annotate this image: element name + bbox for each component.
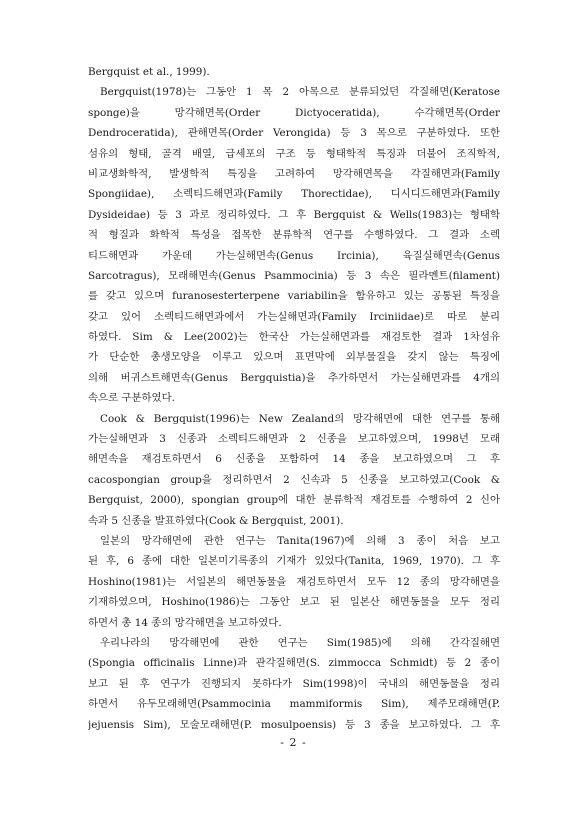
text-line: Dendroceratida), 관해면목(Order Verongida) 등 3 목으로 구분하였다. 또한 [88,127,500,140]
text-line: Cook & Bergquist(1996)는 New Zealand의 망각해면에 대한 연구를 통해 [100,412,500,425]
text-line: (Spongia officinalis Linne)과 관각질해면(S. zimmocca Schmidt) 등 2 종이 [88,657,500,670]
text-line: 비교생화학적, 발생학적 특징을 고려하여 망각해면목을 각질해면과(Family [88,167,500,180]
text-line: Bergquist(1978)는 그동안 1 목 2 아목으로 분류되었던 각질해면(Keratose [100,86,500,99]
text-line: Dysideidae) 등 3 과로 정리하였다. 그 후 Bergquist & Wells(1983)는 형태학 [88,208,500,221]
text-line: 가 단순한 총생모양을 이루고 있으며 표면막에 외부물질을 갖지 않는 특징에 [88,351,500,364]
text-line: 일본의 망각해면에 관한 연구는 Tanita(1967)에 의해 3 종이 처음 보고 [100,534,500,547]
text-line: Bergquist et al., 1999). [88,66,210,78]
text-line: 보고 된 후 연구가 진행되지 못하다가 Sim(1998)이 국내의 해면동물을 정리 [88,677,500,690]
text-line: Hoshino(1981)는 서일본의 해면동물을 재검토하면서 모두 12 종의 망각해면을 [88,575,500,588]
text-line: 해면속을 재검토하면서 6 신종을 포함하여 14 종을 보고하였으며 그 후 [88,453,500,466]
text-line: 섬유의 형태, 골격 배열, 급세포의 구조 등 형태학적 특징과 더불어 조직학적, [88,147,500,160]
text-line: jejuensis Sim), 모술모래해면(P. mosulpoensis) 등 3 종을 보고하였다. 그 후 [88,718,500,731]
text-line: 티드해면과 가운데 가는실해면속(Genus Ircinia), 육질실해면속(Genus [88,249,500,262]
text-line: Sarcotragus), 모래해면속(Genus Psammocinia) 등 3 속은 필라멘트(filament) [88,269,500,282]
text-line: 속으로 구분하였다. [88,392,175,405]
text-line: 하면서 총 14 종의 망각해면을 보고하였다. [88,616,282,629]
text-line: cacospongian group을 정리하면서 2 신속과 5 신종을 보고하였고(Cook & [88,473,500,486]
text-line: 하면서 유두모래해면(Psammocinia mammiformis Sim), 제주모래해면(P. [88,698,500,711]
text-line: 적 형질과 화학적 특성을 접목한 분류학적 연구를 수행하였다. 그 결과 소렉 [88,229,500,242]
text-line: 의해 버귀스트해면속(Genus Bergquistia)을 추가하면서 가는실해면과를 4개의 [88,371,500,384]
text-line: Spongiidae), 소렉티드해면과(Family Thorectidae), 디시디드해면과(Family [88,188,500,201]
text-line: 속과 5 신종을 발표하였다(Cook & Bergquist, 2001). [88,514,344,527]
text-line: 기재하였으며, Hoshino(1986)는 그동안 보고 된 일본산 해면동물을 모두 정리 [88,596,500,609]
text-line: 가는실해면과 3 신종과 소렉티드해면과 2 신종을 보고하였으며, 1998년 모래 [88,433,500,446]
text-line: 갖고 있어 소렉티드해면과에서 가는실해면과(Family Irciniidae)로 따로 분리 [88,310,500,323]
page-number: - 2 - [280,736,307,749]
text-line: 우리나라의 망각해면에 관한 연구는 Sim(1985)에 의해 간각질해면 [100,636,500,649]
body-text [88,62,500,735]
text-line: 하였다. Sim & Lee(2002)는 한국산 가는실해면과를 재검토한 결과 1차섬유 [88,331,500,344]
text-line: sponge)을 망각해면목(Order Dictyoceratida), 수각해면목(Order [88,106,500,119]
text-line: 를 갖고 있으며 furanosesterterpene variabilin을 함유하고 있는 공통된 특징을 [88,290,500,303]
text-line: Bergquist, 2000), spongian group에 대한 분류학적 재검토를 수행하여 2 신아 [88,494,500,507]
text-line: 된 후, 6 종에 대한 일본미기록종의 기재가 있었다(Tanita, 1969, 1970). 그 후 [88,555,500,568]
